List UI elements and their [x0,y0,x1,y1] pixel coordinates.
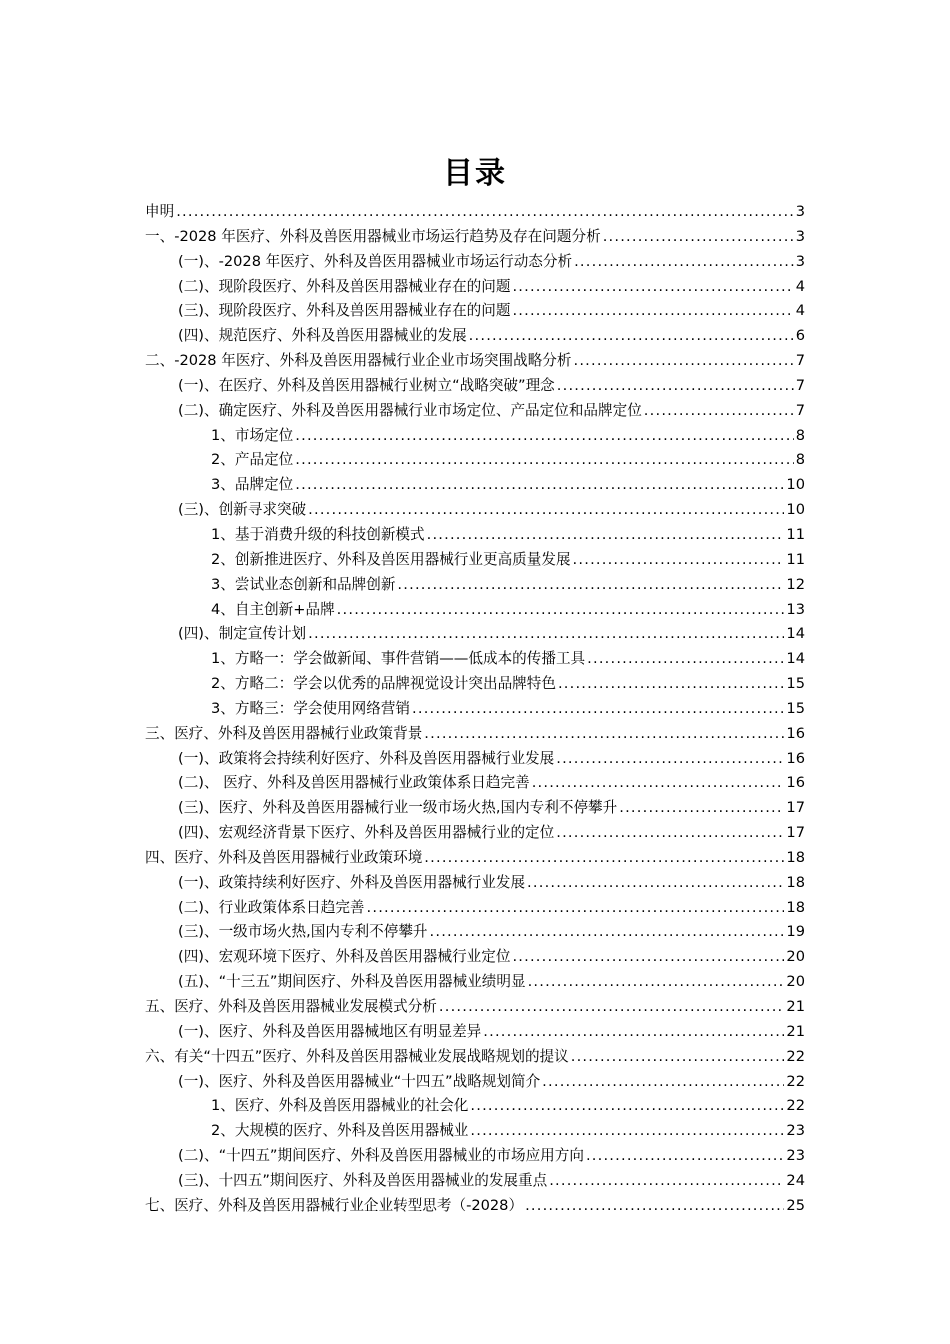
toc-dot-leader [430,920,785,945]
toc-entry[interactable] [145,1094,805,1119]
toc-entry-text: (一)、-2028 年医疗、外科及兽医用器械业市场运行动态分析 [178,252,573,270]
toc-page-number: 4 [795,277,805,295]
toc-dot-leader [525,1194,784,1219]
toc-page-number: 24 [786,1171,805,1189]
toc-entry[interactable] [145,299,805,324]
toc-entry[interactable] [145,1119,805,1144]
toc-dot-leader [542,1070,784,1095]
toc-entry-text: 1、医疗、外科及兽医用器械业的社会化 [211,1097,469,1115]
toc-entry[interactable] [145,523,805,548]
toc-dot-leader [483,1020,784,1045]
toc-page-number: 7 [795,376,805,394]
toc-page-number: 3 [795,227,805,245]
toc-page-number: 20 [786,948,805,966]
toc-entry-text: 五、医疗、外科及兽医用器械业发展模式分析 [145,998,437,1015]
toc-dot-leader [337,598,785,623]
toc-entry-text: (二)、“十四五”期间医疗、外科及兽医用器械业的市场应用方向 [178,1147,584,1165]
toc-entry[interactable] [145,995,805,1020]
toc-page-number: 21 [786,1022,805,1040]
toc-entry[interactable] [145,275,805,300]
toc-page-number: 11 [786,550,805,568]
toc-dot-leader [556,747,784,772]
toc-entry-text: 四、医疗、外科及兽医用器械行业政策环境 [145,848,423,866]
toc-entry-text: 2、方略二：学会以优秀的品牌视觉设计突出品牌特色 [211,675,556,693]
toc-page-number: 22 [786,1072,805,1090]
toc-entry[interactable] [145,498,805,523]
toc-entry[interactable] [145,1144,805,1169]
toc-entry-text: (三)、十四五”期间医疗、外科及兽医用器械业的发展重点 [178,1171,548,1189]
toc-entry-text: (三)、现阶段医疗、外科及兽医用器械业存在的问题 [178,302,511,320]
toc-page-number: 20 [786,973,805,991]
toc-dot-leader [295,448,793,473]
toc-dot-leader [573,548,785,573]
toc-page-number: 22 [786,1097,805,1115]
toc-entry[interactable] [145,672,805,697]
toc-dot-leader [549,1169,784,1194]
toc-entry-text: 1、方略一：学会做新闻、事件营销——低成本的传播工具 [211,650,586,668]
toc-entry[interactable] [145,622,805,647]
toc-entry-text: (三)、医疗、外科及兽医用器械行业一级市场火热,国内专利不停攀升 [178,799,618,817]
toc-page-number: 19 [786,923,805,941]
toc-dot-leader [556,821,784,846]
toc-entry[interactable] [145,473,805,498]
table-of-contents [145,200,805,1219]
toc-entry[interactable] [145,647,805,672]
toc-entry[interactable] [145,1194,805,1219]
toc-dot-leader [295,424,793,449]
toc-dot-leader [512,275,793,300]
toc-dot-leader [603,225,794,250]
toc-dot-leader [512,299,793,324]
toc-page-number: 13 [786,600,805,618]
toc-page-number: 16 [786,724,805,742]
toc-entry-text: 一、-2028 年医疗、外科及兽医用器械业市场运行趋势及存在问题分析 [145,227,601,245]
toc-entry-text: 4、自主创新+品牌 [211,600,335,618]
toc-entry[interactable] [145,771,805,796]
page-title: 目录 [443,156,507,191]
toc-dot-leader [587,647,784,672]
toc-entry[interactable] [145,548,805,573]
toc-entry-text: (二)、确定医疗、外科及兽医用器械行业市场定位、产品定位和品牌定位 [178,401,642,419]
toc-entry[interactable] [145,573,805,598]
toc-entry-text: (四)、宏观环境下医疗、外科及兽医用器械行业定位 [178,948,511,966]
toc-dot-leader [424,722,784,747]
toc-page-number: 21 [786,998,805,1015]
toc-entry[interactable] [145,374,805,399]
toc-entry[interactable] [145,846,805,871]
toc-dot-leader [412,697,784,722]
toc-entry-text: 二、-2028 年医疗、外科及兽医用器械行业企业市场突围战略分析 [145,352,572,370]
toc-dot-leader [574,349,794,374]
toc-entry-text: (一)、政策持续利好医疗、外科及兽医用器械行业发展 [178,873,526,891]
toc-dot-leader [308,498,784,523]
toc-entry-text: (二)、 医疗、外科及兽医用器械行业政策体系日趋完善 [178,774,530,792]
toc-entry[interactable] [145,324,805,349]
toc-entry[interactable] [145,448,805,473]
toc-dot-leader [512,945,784,970]
toc-page-number: 4 [795,302,805,320]
toc-entry-text: 三、医疗、外科及兽医用器械行业政策背景 [145,724,423,742]
toc-page-number: 14 [786,650,805,668]
toc-page-number: 12 [786,575,805,593]
toc-dot-leader [439,995,785,1020]
toc-entry-text: (四)、宏观经济背景下医疗、外科及兽医用器械行业的定位 [178,824,555,842]
toc-page-number: 23 [786,1122,805,1140]
toc-dot-leader [644,399,794,424]
toc-dot-leader [619,796,784,821]
toc-entry[interactable] [145,871,805,896]
toc-dot-leader [557,374,794,399]
toc-page-number: 16 [786,749,805,767]
toc-dot-leader [308,622,784,647]
toc-page-number: 15 [786,699,805,717]
toc-dot-leader [532,771,785,796]
toc-page-number: 3 [795,252,805,270]
toc-page-number: 8 [795,426,805,444]
toc-entry-text: 申明 [145,203,175,220]
toc-entry[interactable] [145,796,805,821]
toc-page-number: 18 [786,848,805,866]
toc-entry-text: 1、市场定位 [211,426,294,444]
toc-entry-text: (一)、医疗、外科及兽医用器械业“十四五”战略规划简介 [178,1072,541,1090]
toc-entry[interactable] [145,970,805,995]
toc-entry-text: 3、品牌定位 [211,476,294,494]
toc-entry-text: 七、医疗、外科及兽医用器械行业企业转型思考（-2028） [145,1196,524,1214]
toc-dot-leader [424,846,784,871]
toc-dot-leader [397,573,784,598]
toc-dot-leader [470,1094,784,1119]
toc-entry-text: 六、有关“十四五”医疗、外科及兽医用器械业发展战略规划的提议 [145,1047,569,1065]
toc-entry-text: (一)、医疗、外科及兽医用器械地区有明显差异 [178,1022,482,1040]
toc-page-number: 10 [786,501,805,519]
toc-entry-text: (一)、在医疗、外科及兽医用器械行业树立“战略突破”理念 [178,376,555,394]
toc-page-number: 6 [795,327,805,345]
toc-page-number: 23 [786,1147,805,1165]
toc-entry-text: 2、大规模的医疗、外科及兽医用器械业 [211,1122,469,1140]
toc-dot-leader [295,473,784,498]
toc-entry-text: (二)、现阶段医疗、外科及兽医用器械业存在的问题 [178,277,511,295]
toc-dot-leader [574,250,794,275]
toc-page-number: 22 [786,1047,805,1065]
toc-page-number: 14 [786,625,805,643]
toc-entry[interactable] [145,945,805,970]
toc-dot-leader [470,1119,784,1144]
toc-page-number: 17 [786,824,805,842]
toc-page-number: 16 [786,774,805,792]
toc-page-number: 25 [786,1196,805,1214]
toc-page-number: 15 [786,675,805,693]
toc-dot-leader [367,896,785,921]
toc-entry-text: 3、方略三：学会使用网络营销 [211,699,411,717]
toc-entry-text: (二)、行业政策体系日趋完善 [178,898,365,916]
toc-entry[interactable] [145,896,805,921]
toc-page-number: 11 [786,525,805,543]
toc-entry[interactable] [145,598,805,623]
toc-entry[interactable] [145,1045,805,1070]
toc-entry[interactable] [145,399,805,424]
toc-page-number: 17 [786,799,805,817]
toc-entry[interactable] [145,747,805,772]
toc-entry[interactable] [145,1169,805,1194]
toc-entry[interactable] [145,920,805,945]
toc-page-number: 7 [795,352,805,370]
toc-dot-leader [176,200,794,225]
toc-page-number: 7 [795,401,805,419]
toc-entry-text: (五)、“十三五”期间医疗、外科及兽医用器械业绩明显 [178,973,526,991]
toc-entry[interactable] [145,200,805,225]
toc-dot-leader [586,1144,784,1169]
toc-entry-text: 3、尝试业态创新和品牌创新 [211,575,396,593]
toc-entry-text: 2、创新推进医疗、外科及兽医用器械行业更高质量发展 [211,550,571,568]
toc-dot-leader [469,324,794,349]
toc-entry[interactable] [145,722,805,747]
toc-entry-text: (四)、规范医疗、外科及兽医用器械业的发展 [178,327,467,345]
toc-entry-text: (四)、制定宣传计划 [178,625,307,643]
toc-page-number: 10 [786,476,805,494]
toc-dot-leader [527,871,784,896]
toc-dot-leader [558,672,784,697]
toc-page-number: 18 [786,873,805,891]
toc-entry[interactable] [145,225,805,250]
toc-dot-leader [427,523,785,548]
toc-entry-text: (三)、一级市场火热,国内专利不停攀升 [178,923,428,941]
toc-entry[interactable] [145,1070,805,1095]
toc-entry[interactable] [145,349,805,374]
toc-entry[interactable] [145,821,805,846]
toc-entry-text: (一)、政策将会持续利好医疗、外科及兽医用器械行业发展 [178,749,555,767]
toc-entry-text: (三)、创新寻求突破 [178,501,307,519]
toc-page-number: 18 [786,898,805,916]
toc-dot-leader [571,1045,785,1070]
toc-page-number: 3 [795,203,805,220]
toc-entry-text: 2、产品定位 [211,451,294,469]
toc-dot-leader [528,970,785,995]
toc-entry[interactable] [145,250,805,275]
toc-entry[interactable] [145,697,805,722]
toc-page-number: 8 [795,451,805,469]
toc-entry[interactable] [145,424,805,449]
toc-entry[interactable] [145,1020,805,1045]
toc-entry-text: 1、基于消费升级的科技创新模式 [211,525,425,543]
